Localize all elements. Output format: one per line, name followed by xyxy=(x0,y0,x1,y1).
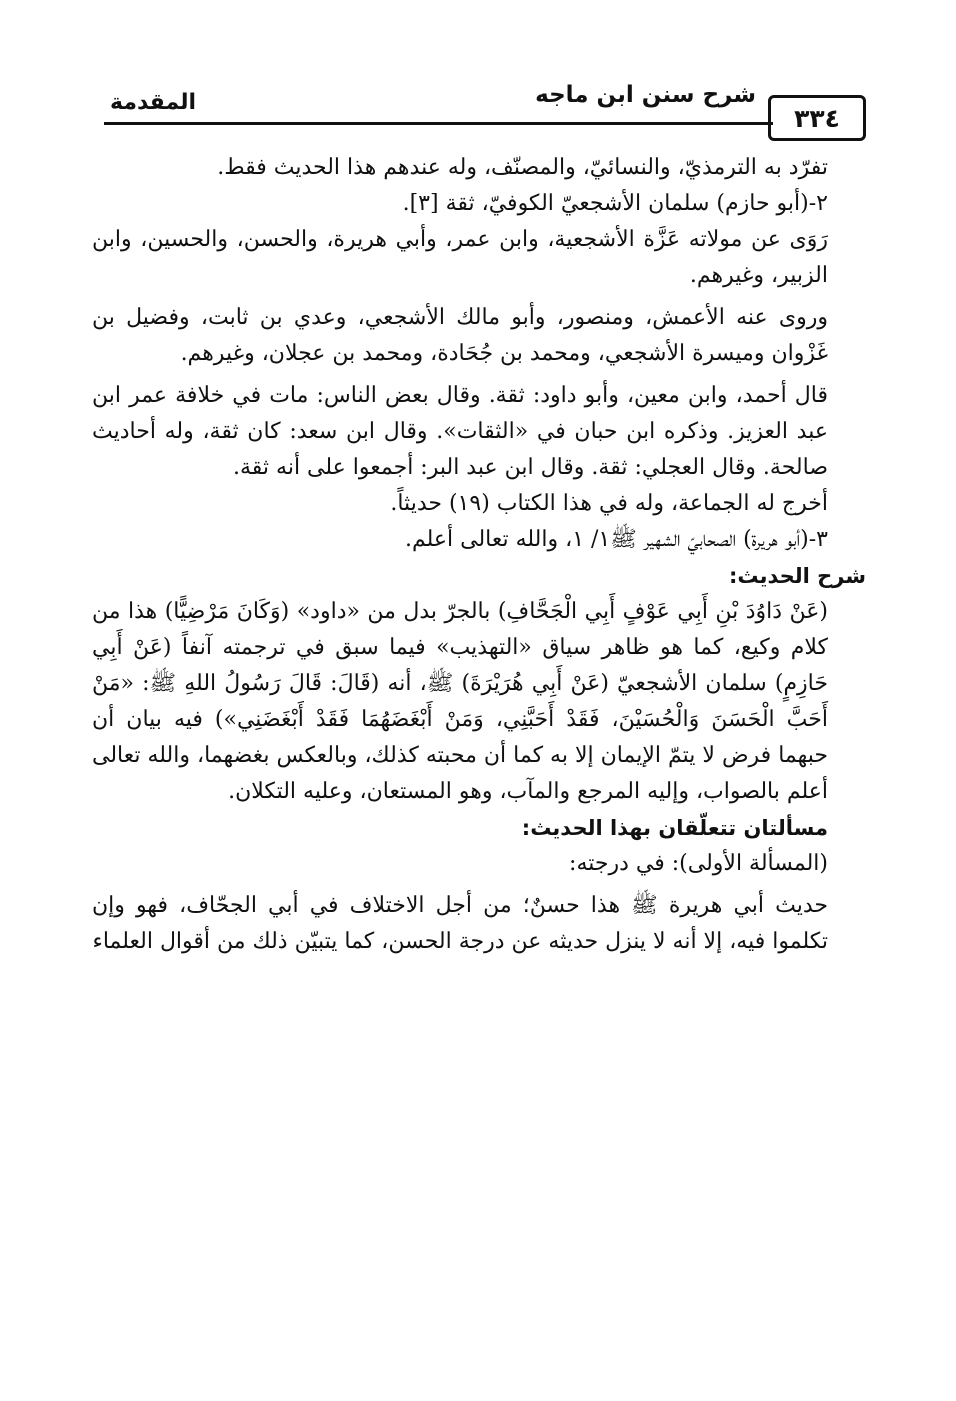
paragraph: رَوَى عن مولاته عَزَّة الأشجعية، وابن عمر، وأبي هريرة، والحسن، والحسين، وابن الزبير، وغيرهم. xyxy=(92,227,828,288)
section-title: المقدمة xyxy=(110,90,197,115)
narrator-entry: ٣-(أبو هريرة) الصحابيّ الشهير ﷺ١/ ١، والله تعالى أعلم. xyxy=(404,527,828,552)
paragraph: أخرج له الجماعة، وله في هذا الكتاب (١٩) حديثاً. xyxy=(390,491,828,516)
section-heading: شرح الحديث: xyxy=(728,564,866,588)
header-divider xyxy=(104,122,773,125)
paragraph: قال أحمد، وابن معين، وأبو داود: ثقة. وقال بعض الناس: مات في خلافة عمر ابن عبد العزيز. وذكره ابن حبان في «الثقات». وقال ابن سعد: كان ثقة، وله أحاديث صالحة. وقال العجلي: ثقة. وقال ابن عبد البر: أجمعوا على أنه ثقة. xyxy=(92,383,828,480)
book-title: شرح سنن ابن ماجه xyxy=(535,82,756,108)
subsection-heading: مسألتان تتعلّقان بهذا الحديث: xyxy=(521,816,828,840)
issue-heading: (المسألة الأولى): في درجته: xyxy=(569,851,828,876)
paragraph: وروى عنه الأعمش، ومنصور، وأبو مالك الأشجعي، وعدي بن ثابت، وفضيل بن غَزْوان وميسرة الأشجعي، ومحمد بن جُحَادة، ومحمد بن عجلان، وغيرهم. xyxy=(92,305,828,366)
narrator-entry: ٢-(أبو حازم) سلمان الأشجعيّ الكوفيّ، ثقة [٣]. xyxy=(402,191,828,216)
page-body xyxy=(92,150,866,960)
hadith-commentary: (عَنْ دَاوُدَ بْنِ أَبِي عَوْفٍ أَبِي الْجَحَّافِ) بالجرّ بدل من «داود» (وَكَانَ مَرْضِيًّا) هذا من كلام وكيع، كما هو ظاهر سياق «التهذيب» فيما سبق في ترجمته آنفاً (عَنْ أَبِي حَازِمٍ) سلمان الأشجعيّ (عَنْ أَبِي هُرَيْرَةَ) ﷺ، أنه (قَالَ: قَالَ رَسُولُ اللهِ ﷺ: «مَنْ أَحَبَّ الْحَسَنَ وَالْحُسَيْنَ، فَقَدْ أَحَبَّنِي، وَمَنْ أَبْغَضَهُمَا فَقَدْ أَبْغَضَنِي») فيه بيان أن حبهما فرض لا يتمّ الإيمان إلا به كما أن محبته كذلك، وبالعكس بغضهما، والله تعالى أعلم بالصواب، وإليه المرجع والمآب، وهو المستعان، وعليه التكلان. xyxy=(92,599,828,804)
page-number: ٣٣٤ xyxy=(768,95,866,141)
paragraph: تفرّد به الترمذيّ، والنسائيّ، والمصنّف، وله عندهم هذا الحديث فقط. xyxy=(217,155,828,180)
paragraph: حديث أبي هريرة ﷺ هذا حسنٌ؛ من أجل الاختلاف في أبي الجحّاف، فهو وإن تكلموا فيه، إلا أنه لا ينزل حديثه عن درجة الحسن، كما يتبيّن ذلك من أقوال العلماء xyxy=(92,893,828,954)
